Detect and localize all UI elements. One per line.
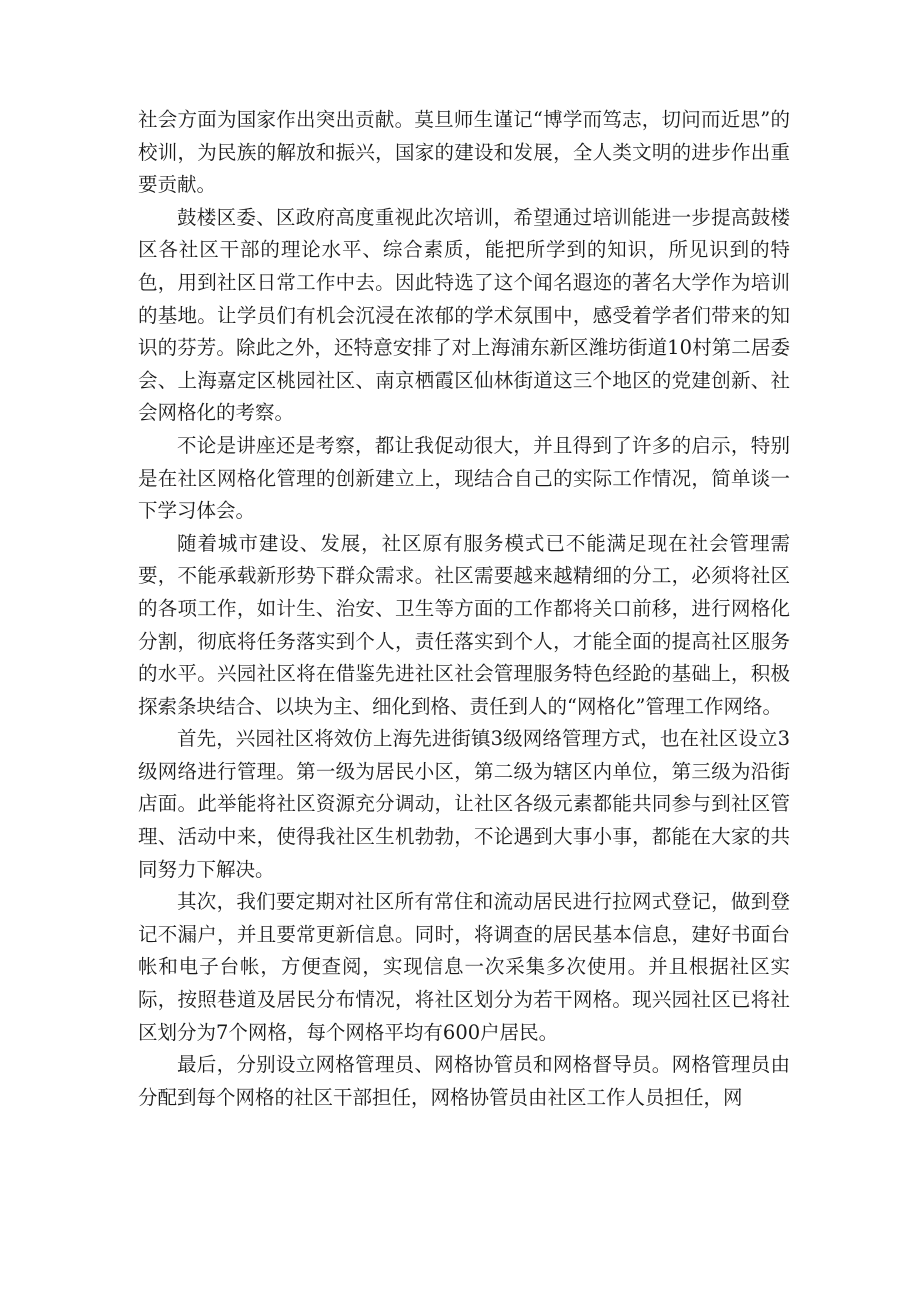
document-body: [138, 104, 790, 1114]
paragraph-6: 其次，我们要定期对社区所有常住和流动居民进行拉网式登记，做到登记不漏户，并且要常更新信息。同时，将调查的居民基本信息，建好书面台帐和电子台帐，方便查阅，实现信息一次采集多次使用。并且根据社区实际，按照巷道及居民分布情况，将社区划分为若干网格。现兴园社区已将社区划分为7个网格，每个网格平均有600户居民。: [138, 890, 790, 1044]
paragraph-5: 首先，兴园社区将效仿上海先进街镇3级网络管理方式，也在社区设立3级网络进行管理。第一级为居民小区，第二级为辖区内单位，第三级为沿街店面。此举能将社区资源充分调动，让社区各级元素都能共同参与到社区管理、活动中来，使得我社区生机勃勃，不论遇到大事小事，都能在大家的共同努力下解决。: [138, 727, 790, 881]
paragraph-4: 随着城市建设、发展，社区原有服务模式已不能满足现在社会管理需要，不能承载新形势下群众需求。社区需要越来越精细的分工，必须将社区的各项工作，如计生、治安、卫生等方面的工作都将关口前移，进行网格化分割，彻底将任务落实到个人，责任落实到个人，才能全面的提高社区服务的水平。兴园社区将在借鉴先进社区社会管理服务特色经跄的基础上，积极探索条块结合、以块为主、细化到格、责任到人的“网格化”管理工作网络。: [138, 531, 790, 718]
paragraph-1: 社会方面为国家作出突出贡献。莫旦师生谨记“博学而笃志，切问而近思”的校训，为民族的解放和振兴，国家的建设和发展，全人类文明的进步作出重要贡献。: [138, 108, 790, 197]
paragraph-7: 最后，分别设立网格管理员、网格协管员和网格督导员。网格管理员由分配到每个网格的社区干部担任，网格协管员由社区工作人员担任，网: [138, 1053, 790, 1109]
paragraph-2: 鼓楼区委、区政府高度重视此次培训，希望通过培训能进一步提高鼓楼区各社区干部的理论水平、综合素质，能把所学到的知识，所见识到的特色，用到社区日常工作中去。因此特选了这个闻名遐迩的著名大学作为培训的基地。让学员们有机会沉浸在浓郁的学术氛围中，感受着学者们带来的知识的芬芳。除此之外，还特意安排了对上海浦东新区潍坊街道10村第二居委会、上海嘉定区桃园社区、南京栖霞区仙林街道这三个地区的党建创新、社会网格化的考察。: [138, 205, 790, 425]
paragraph-3: 不论是讲座还是考察，都让我促动很大，并且得到了许多的启示，特别是在社区网格化管理的创新建立上，现结合自己的实际工作情况，简单谈一下学习体会。: [138, 433, 790, 523]
